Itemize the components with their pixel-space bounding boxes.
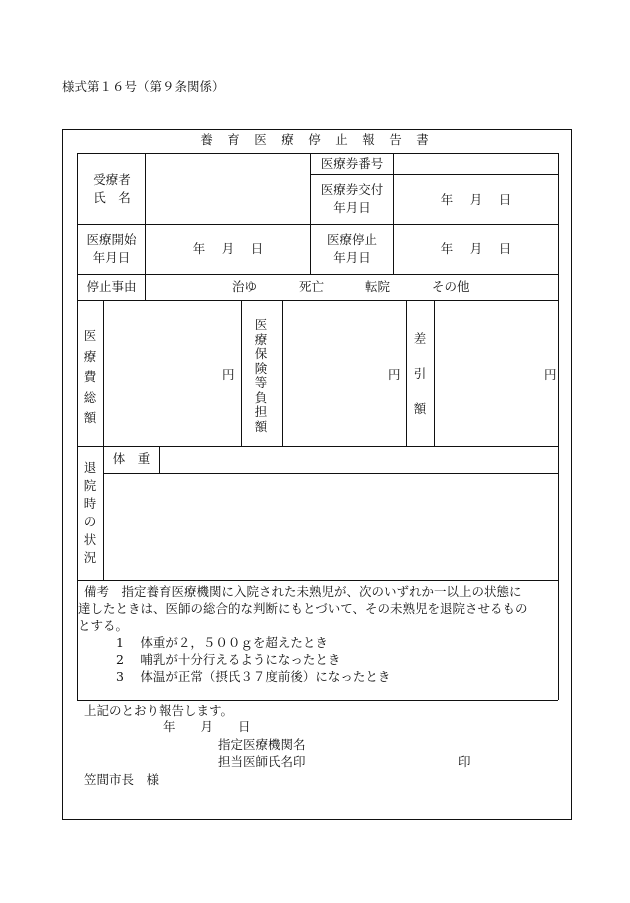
total-cost-field[interactable] <box>104 301 220 445</box>
seal-mark: 印 <box>458 754 471 769</box>
remarks-line-1: 備考 指定養育医療機関に入院された未熟児が、次のいずれか一以上の状態に <box>84 584 522 599</box>
discharge-status-label: 退 院 時 の 状 況 <box>83 460 97 565</box>
start-date-field[interactable]: 年 月 日 <box>192 241 264 256</box>
remarks-line-3: とする。 <box>78 618 129 633</box>
report-statement: 上記のとおり報告します。 <box>84 703 234 718</box>
patient-name-label-2: 氏 名 <box>93 190 131 205</box>
form-title: 養 育 医 療 停 止 報 告 書 <box>200 132 430 147</box>
reason-option-other[interactable]: その他 <box>432 279 470 294</box>
ticket-number-field[interactable] <box>394 154 557 173</box>
total-cost-label: 医 療 費 総 額 <box>83 328 97 425</box>
doctor-name-field[interactable] <box>312 753 452 769</box>
ticket-issue-date[interactable]: 年 月 日 <box>440 192 512 207</box>
doctor-name-label: 担当医師氏名印 <box>218 754 306 769</box>
form-number: 様式第１６号（第９条関係） <box>62 79 225 94</box>
ticket-issue-label: 医療券交付 <box>320 182 384 197</box>
difference-label: 差 引 額 <box>413 331 427 416</box>
insurance-label: 医 療 保 険 等 負 担 額 <box>254 317 268 434</box>
difference-unit: 円 <box>544 367 557 382</box>
remarks-line-2: 達したときは、医師の総合的な判断にもとづいて、その未熟児を退院させるもの <box>78 601 528 616</box>
report-date-field[interactable]: 年 月 日 <box>163 719 251 734</box>
stop-date-label: 医療停止 <box>326 232 377 247</box>
difference-field[interactable] <box>435 301 543 445</box>
condition-3: 3 体温が正常（摂氏３７度前後）になったとき <box>116 669 391 684</box>
reason-option-transfer[interactable]: 転院 <box>365 279 391 294</box>
condition-1: 1 体重が２，５００ｇを超えたとき <box>116 635 328 650</box>
stop-reason-label: 停止事由 <box>86 279 137 294</box>
weight-field[interactable] <box>160 447 557 472</box>
insurance-unit: 円 <box>388 367 401 382</box>
institution-name-label: 指定医療機関名 <box>218 737 306 752</box>
stop-date-field[interactable]: 年 月 日 <box>440 241 512 256</box>
addressee: 笠間市長 様 <box>84 772 160 787</box>
reason-option-death[interactable]: 死亡 <box>299 279 325 294</box>
discharge-status-field[interactable] <box>104 474 557 579</box>
institution-name-field[interactable] <box>312 736 512 752</box>
start-date-label: 医療開始 <box>86 232 137 247</box>
reason-option-cured[interactable]: 治ゆ <box>232 279 258 294</box>
patient-name-field[interactable] <box>146 154 309 223</box>
stop-date-label-2: 年月日 <box>333 250 371 265</box>
ticket-number-label: 医療券番号 <box>320 156 384 171</box>
ticket-issue-label-2: 年月日 <box>333 200 371 215</box>
start-date-label-2: 年月日 <box>92 250 131 265</box>
total-cost-unit: 円 <box>222 367 235 382</box>
insurance-field[interactable] <box>283 301 387 445</box>
condition-2: 2 哺乳が十分行えるようになったとき <box>116 652 341 667</box>
patient-name-label: 受療者 <box>93 172 131 187</box>
weight-label: 体 重 <box>112 451 151 466</box>
